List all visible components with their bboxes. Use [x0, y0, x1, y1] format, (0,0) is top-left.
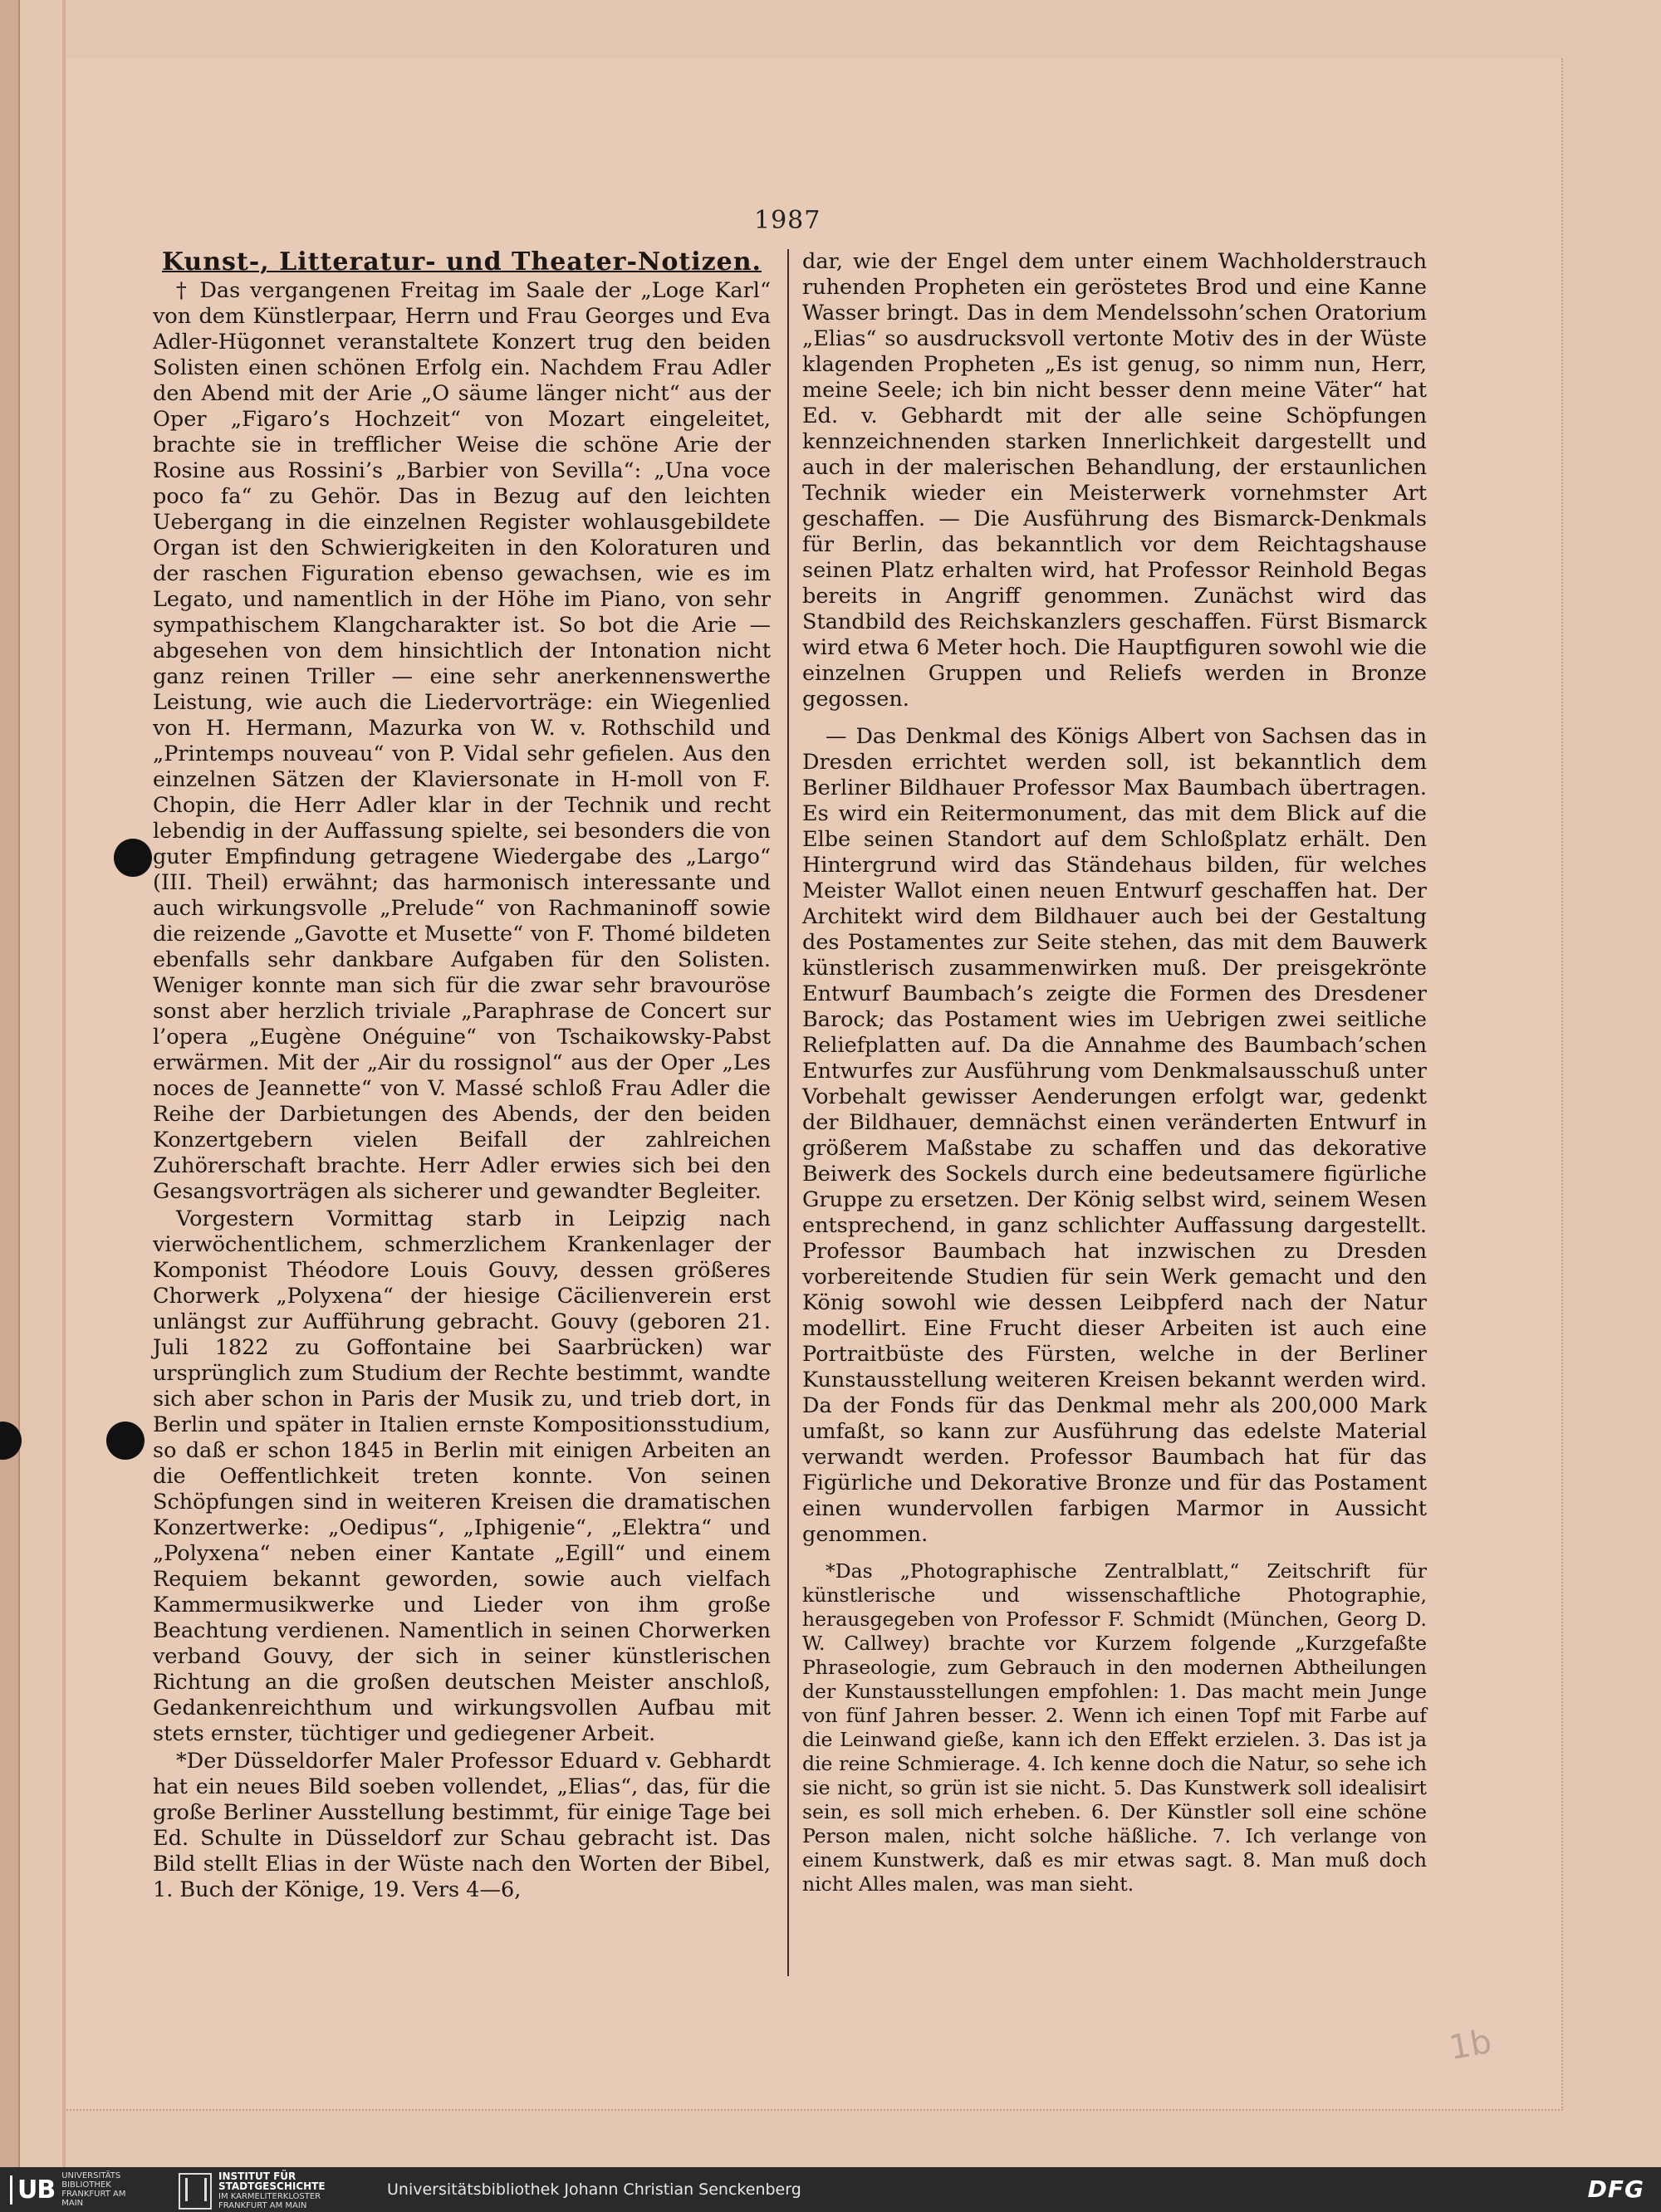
article-paragraph: — Das Denkmal des Königs Albert von Sachsen das in Dresden errichtet werden soll, ist bekanntlich dem Berliner Bildhauer Professor Max Baumbach übertragen. Es wird ein Reitermonument, das mit dem Blick auf die Elbe seinen Standort auf dem Schloßplatz erhält. Den Hintergrund wird das Ständehaus bilden, für welches Meister Wallot einen neuen Entwurf geschaffen hat. Der Architekt wird dem Bildhauer auch bei der Gestaltung des Postamentes zur Seite stehen, das mit dem Bauwerk künstlerisch zusammenwirken muß. Der preisgekrönte Entwurf Baumbach’s zeigte die Formen des Dresdener Barock; das Postament wies im Uebrigen zwei seitliche Reliefplatten auf. Da die Annahme des Baumbach’schen Entwurfes zur Ausführung vom Denkmalsausschuß unter Vorbehalt gewisser Aenderungen erfolgt war, gedenkt der Bildhauer, demnächst einen veränderten Entwurf in größerem Maßstabe zu schaffen und das dekorative Beiwerk des Sockels durch eine bedeutsamere figürliche Gruppe zu ersetzen. Der König selbst wird, seinem Wesen entsprechend, in ganz schlichter Auffassung dargestellt. Professor Baumbach hat inzwischen zu Dresden vorbereitende Studien für sein Werk gemacht und den König sowohl wie dessen Leibpferd nach der Natur modellirt. Eine Frucht dieser Arbeiten ist auch eine Portraitbüste des Fürsten, welche in der Berliner Kunstausstellung weiteren Kreisen bekannt werden wird. Da der Fonds für das Denkmal mehr als 200,000 Mark umfaßt, so kann zur Ausführung das edelste Material verwandt werden. Professor Baumbach hat für das Figürliche und Dekorative Bronze und für das Postament einen wundervollen farbigen Marmor in Aussicht genommen.: [802, 724, 1427, 1547]
footer-bar: [0, 2167, 1661, 2212]
article-paragraph: *Das „Photographische Zentralblatt,“ Zeitschrift für künstlerische und wissenschaftliche Photographie, herausgegeben von Professor F. Schmidt (München, Georg D. W. Callwey) brachte vor Kurzem folgende „Kurzgefaßte Phraseologie, zum Gebrauch in den modernen Abtheilungen der Kunstausstellungen empfohlen: 1. Das macht mein Junge von fünf Jahren besser. 2. Wenn ich einen Topf mit Farbe auf die Leinwand gieße, kann ich den Effekt erzielen. 3. Das ist ja die reine Schmierage. 4. Ich kenne doch die Natur, so sehe ich sie nicht, so grün ist sie nicht. 5. Das Kunstwerk soll idealisirt sein, es soll mich erheben. 6. Der Künstler soll eine schöne Person malen, nicht solche häßliche. 7. Ich verlange von einem Kunstwerk, daß es mir etwas sagt. 8. Man muß doch nicht Alles malen, was man sieht.: [802, 1559, 1427, 1896]
section-headline: Kunst-, Litteratur- und Theater-Notizen.: [161, 247, 762, 276]
isg-logo-icon: [179, 2173, 212, 2210]
page-edge: [0, 0, 20, 2167]
punch-hole: [114, 839, 152, 877]
dfg-logo[interactable]: DFG: [1587, 2175, 1644, 2203]
library-name[interactable]: Universitätsbibliothek Johann Christian Senckenberg: [387, 2180, 801, 2199]
article-paragraph: *Der Düsseldorfer Maler Professor Eduard v. Gebhardt hat ein neues Bild soeben vollendet, „Elias“, das, für die große Berliner Ausstellung bestimmt, für einige Tage bei Ed. Schulte in Düsseldorf zur Schau gebracht ist. Das Bild stellt Elias in der Wüste nach den Worten der Bibel, 1. Buch der Könige, 19. Vers 4—6,: [153, 1749, 771, 1902]
article-paragraph: Vorgestern Vormittag starb in Leipzig nach vierwöchentlichem, schmerzlichem Krankenlager der Komponist Théodore Louis Gouvy, dessen größeres Chorwerk „Polyxena“ der hiesige Cäcilienverein erst unlängst zur Aufführung gebracht. Gouvy (geboren 21. Juli 1822 zu Goffontaine bei Saarbrücken) war ursprünglich zum Studium der Rechte bestimmt, wandte sich aber schon in Paris der Musik zu, und trieb dort, in Berlin und später in Italien ernste Kompositionsstudium, so daß er schon 1845 in Berlin mit einigen Arbeiten an die Oeffentlichkeit treten konnte. Von seinen Schöpfungen sind in weiteren Kreisen die dramatischen Konzertwerke: „Oedipus“, „Iphigenie“, „Elektra“ und „Polyxena“ neben einer Kantate „Egill“ und einem Requiem bekannt geworden, sowie auch vielfach Kammermusikwerke und Lieder von ihm große Beachtung verdienen. Namentlich in seinen Chorwerken verband Gouvy, der sich in seiner künstlerischen Richtung an die großen deutschen Meister anschloß, Gedankenreichthum und wirkungsvollen Aufbau mit stets ernster, tüchtiger und gediegener Arbeit.: [153, 1206, 771, 1746]
right-column: [802, 249, 1427, 1993]
isg-logo[interactable]: [179, 2172, 351, 2210]
pencil-note: 1b: [1446, 2022, 1495, 2068]
fold-line: [62, 0, 66, 2167]
article-paragraph: dar, wie der Engel dem unter einem Wachholderstrauch ruhenden Propheten ein geröstetes Brod und eine Kanne Wasser bringt. Das in dem Mendelssohn’schen Oratorium „Elias“ so ausdrucksvoll vertonte Motiv des in der Wüste klagenden Propheten „Es ist genug, so nimm nun, Herr, meine Seele; ich bin nicht besser denn meine Väter“ hat Ed. v. Gebhardt mit der alle seine Schöpfungen kennzeichnenden starken Innerlichkeit dargestellt und auch in der malerischen Behandlung, der erstaunlichen Technik wieder ein Meisterwerk vornehmster Art geschaffen. — Die Ausführung des Bismarck-Denkmals für Berlin, das bekanntlich vor dem Reichtagshause seinen Platz erhalten wird, hat Professor Reinhold Begas bereits in Angriff genommen. Zunächst wird das Standbild des Reichskanzlers geschaffen. Fürst Bismarck wird etwa 6 Meter hoch. Die Hauptfiguren sowohl wie die einzelnen Gruppen und Reliefs werden in Bronze gegossen.: [802, 249, 1427, 712]
isg-title: INSTITUT FÜR STADTGESCHICHTE: [218, 2170, 326, 2192]
ub-logo-mark: UB: [10, 2175, 55, 2205]
isg-subtitle: IM KARMELITERKLOSTER FRANKFURT AM MAIN: [218, 2192, 321, 2210]
punch-hole: [106, 1422, 145, 1460]
ub-logo-text: UNIVERSITÄTS BIBLIOTHEK FRANKFURT AM MAIN: [61, 2171, 126, 2208]
article-paragraph: † Das vergangenen Freitag im Saale der „Loge Karl“ von dem Künstlerpaar, Herrn und Frau Georges und Eva Adler-Hügonnet veranstaltete Konzert trug den beiden Solisten einen schönen Erfolg ein. Nachdem Frau Adler den Abend mit der Arie „O säume länger nicht“ aus der Oper „Figaro’s Hochzeit“ von Mozart eingeleitet, brachte sie in trefflicher Weise die schöne Arie der Rosine aus Rossini’s „Barbier von Sevilla“: „Una voce poco fa“ zu Gehör. Das in Bezug auf den leichten Uebergang in die einzelnen Register wohlausgebildete Organ ist den Schwierigkeiten in den Koloraturen und der raschen Figuration ebenso gewachsen, wie es im Legato, und namentlich in der Höhe im Piano, von sehr sympathischem Klangcharakter ist. So bot die Arie — abgesehen von dem hinsichtlich der Intonation nicht ganz reinen Triller — eine sehr anerkennenswerthe Leistung, wie auch die Liedervorträge: ein Wiegenlied von H. Hermann, Mazurka von W. v. Rothschild und „Printemps nouveau“ von P. Vidal sehr gefielen. Aus den einzelnen Sätzen der Klaviersonate in H-moll von F. Chopin, die Herr Adler klar in der Technik und recht lebendig in der Auffassung spielte, sei besonders die von guter Empfindung getragene Wiedergabe des „Largo“ (III. Theil) erwähnt; das harmonisch interessante und auch wirkungsvolle „Prelude“ von Rachmaninoff sowie die reizende „Gavotte et Musette“ von F. Thomé bildeten ebenfalls sehr dankbare Aufgaben für den Solisten. Weniger konnte man sich für die zwar sehr bravouröse sonst aber herzlich triviale „Paraphrase de Concert sur l’opera „Eugène Onéguine“ von Tschaikowsky-Pabst erwärmen. Mit der „Air du rossignol“ aus der Oper „Les noces de Jeannette“ von V. Massé schloß Frau Adler die Reihe der Darbietungen des Abends, der den beiden Konzertgebern vielen Beifall der zahlreichen Zuhörerschaft brachte. Herr Adler erwies sich bei den Gesangsvorträgen als sicherer und gewandter Begleiter.: [153, 278, 771, 1204]
ub-logo[interactable]: [10, 2172, 136, 2207]
left-column: [153, 249, 771, 1980]
column-divider: [787, 249, 789, 1976]
page-number: 1987: [754, 206, 821, 235]
isg-logo-text: [218, 2172, 351, 2210]
